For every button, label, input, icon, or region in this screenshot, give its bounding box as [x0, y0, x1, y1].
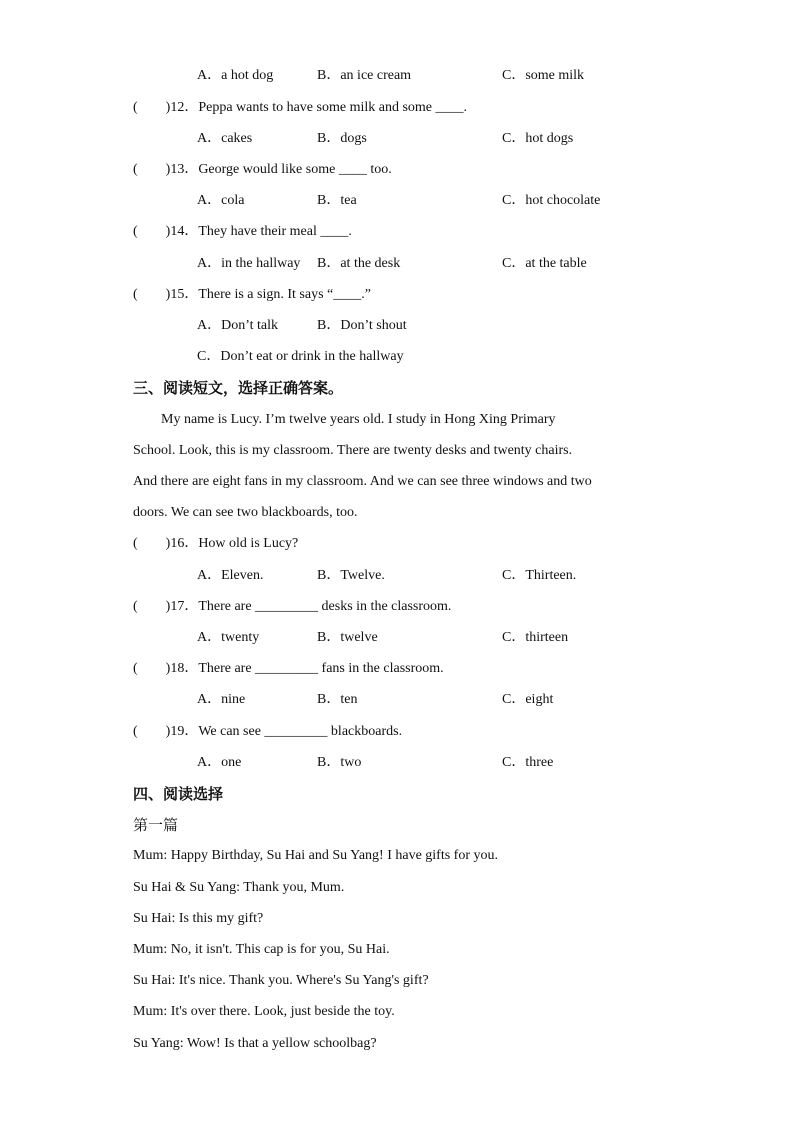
- dialogue-line-5: Su Hai: It's nice. Thank you. Where's Su Yang's gift?: [133, 973, 429, 988]
- q19-stem: ( )19．We can see _________ blackboards.: [133, 724, 403, 739]
- q18-stem: ( )18．There are _________ fans in the classroom.: [133, 661, 444, 676]
- q19-option-b: B．two: [317, 755, 362, 770]
- section-4-subheading: 第一篇: [133, 816, 179, 834]
- q15-option-b: B．Don’t shout: [317, 318, 407, 333]
- dialogue-line-2: Su Hai & Su Yang: Thank you, Mum.: [133, 880, 345, 895]
- passage-line-1: My name is Lucy. I’m twelve years old. I study in Hong Xing Primary: [161, 412, 556, 427]
- q16-option-b: B．Twelve.: [317, 568, 385, 583]
- q13-option-c: C．hot chocolate: [502, 193, 601, 208]
- q18-option-a: A．nine: [197, 692, 246, 707]
- q18-option-c: C．eight: [502, 692, 554, 707]
- q13-option-a: A．cola: [197, 193, 245, 208]
- dialogue-line-4: Mum: No, it isn't. This cap is for you, Su Hai.: [133, 942, 390, 957]
- q18-option-b: B．ten: [317, 692, 358, 707]
- q14-option-c: C．at the table: [502, 256, 587, 271]
- dialogue-line-6: Mum: It's over there. Look, just beside the toy.: [133, 1004, 395, 1019]
- q19-option-a: A．one: [197, 755, 242, 770]
- section-3-heading: 三、阅读短文，选择正确答案。: [133, 379, 344, 397]
- dialogue-line-3: Su Hai: Is this my gift?: [133, 911, 264, 926]
- q12-stem: ( )12．Peppa wants to have some milk and some ____.: [133, 100, 468, 115]
- q11-option-b: B．an ice cream: [317, 68, 412, 83]
- q14-option-a: A．in the hallway: [197, 256, 301, 271]
- q16-option-a: A．Eleven.: [197, 568, 264, 583]
- q14-stem: ( )14．They have their meal ____.: [133, 224, 352, 239]
- dialogue-line-7: Su Yang: Wow! Is that a yellow schoolbag?: [133, 1036, 377, 1051]
- q19-option-c: C．three: [502, 755, 554, 770]
- q17-stem: ( )17．There are _________ desks in the classroom.: [133, 599, 452, 614]
- q17-option-b: B．twelve: [317, 630, 378, 645]
- q15-option-a: A．Don’t talk: [197, 318, 279, 333]
- passage-line-2: School. Look, this is my classroom. There are twenty desks and twenty chairs.: [133, 443, 573, 458]
- section-4-heading: 四、阅读选择: [133, 785, 224, 803]
- q13-stem: ( )13．George would like some ____ too.: [133, 162, 392, 177]
- q16-option-c: C．Thirteen.: [502, 568, 577, 583]
- q12-option-c: C．hot dogs: [502, 131, 574, 146]
- q12-option-b: B．dogs: [317, 131, 367, 146]
- q14-option-b: B．at the desk: [317, 256, 401, 271]
- passage-line-4: doors. We can see two blackboards, too.: [133, 505, 358, 520]
- dialogue-line-1: Mum: Happy Birthday, Su Hai and Su Yang! I have gifts for you.: [133, 848, 499, 863]
- q15-option-c: C．Don’t eat or drink in the hallway: [197, 349, 404, 364]
- q11-option-a: A．a hot dog: [197, 68, 274, 83]
- q11-option-c: C．some milk: [502, 68, 585, 83]
- q12-option-a: A．cakes: [197, 131, 253, 146]
- q17-option-c: C．thirteen: [502, 630, 569, 645]
- q16-stem: ( )16．How old is Lucy?: [133, 536, 299, 551]
- passage-line-3: And there are eight fans in my classroom. And we can see three windows and two: [133, 474, 592, 489]
- q15-stem: ( )15．There is a sign. It says “____.”: [133, 287, 371, 302]
- q17-option-a: A．twenty: [197, 630, 260, 645]
- q13-option-b: B．tea: [317, 193, 357, 208]
